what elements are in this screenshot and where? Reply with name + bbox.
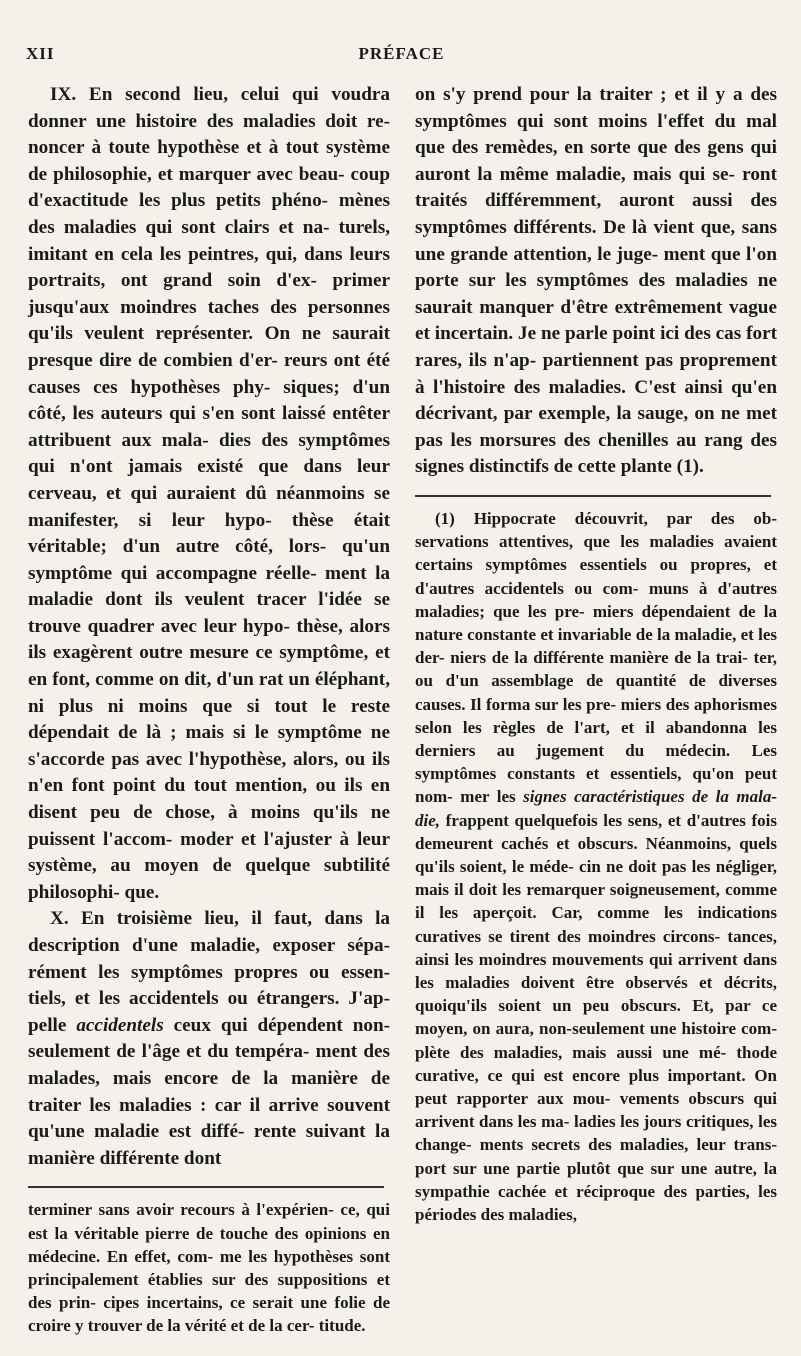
running-title: PRÉFACE	[358, 44, 445, 63]
footnote-1-text-2: frappent quelquefois les sens, et d'autres fois demeurent cachés et obscurs. Néanmoins, quels qu'ils soient, le méde- cin ne doit pas les négliger, mais il doit les remarquer soigneusement, comme il les aperçoit. Car, comme les indications curatives se tirent des moindres circons- tances, ainsi les moindres mouvements qui arrivent dans les maladies doivent être observés et décrits, quoiqu'ils soient un peu obscurs. Et, par ce moyen, on aura, non-seulement une histoire com- plète des maladies, mais aussi une mé- thode curative, ce qui est encore plus important. On peut rapporter aux mou- vements obscurs qui arrivent dans les ma- ladies les jours critiques, les change- ments secrets des maladies, leur trans- port sur une partie plutôt que sur une autre, la sympathie cachée et réciproque des parties, les périodes des maladies,	[415, 810, 778, 1224]
footnote-divider	[415, 495, 771, 497]
footnote-1-text-1: (1) Hippocrate découvrit, par des ob- servations attentives, que les maladies avaient certains symptômes essentiels ou propres, et d'autres accidentels ou com- muns à d'autres maladies; que les pre- miers dépendaient de la nature constante et invariable de la maladie, et les der- niers de la différente manière de la trai- ter, ou d'un assemblage de quantité de diverses causes. Il forma sur les pre- miers des aphorismes selon les règles de l'art, et il abandonna les derniers au jugement du médecin. Les symptômes constants et essentiels, qu'on peut nom- mer les	[415, 508, 777, 807]
paragraph-ix: IX. En second lieu, celui qui voudra donner une histoire des maladies doit re- noncer à toute hypothèse et à tout système de philosophie, et marquer avec beau- coup d'exactitude les plus petits phéno- mènes des maladies qui sont clairs et na- turels, imitant en cela les peintres, qui, dans leurs portraits, ont grand soin d'ex- primer jusqu'aux moindres taches des personnes qu'ils veulent représenter. On ne saurait presque dire de combien d'er- reurs ont été causes ces hypothèses phy- siques; d'un côté, les auteurs qui s'en sont laissé entêter attribuent aux mala- dies des symptômes qui n'ont jamais existé que dans leur cerveau, et qui auraient dû néanmoins se manifester, si leur hypo- thèse était véritable; d'un autre côté, lors- qu'un symptôme qui accompagne réelle- ment la maladie dont ils veulent tracer l'idée se trouve quadrer avec leur hypo- thèse, alors ils exagèrent outre mesure ce symptôme, et en font, comme on dit, d'un rat un éléphant, ni plus ni moins que si tout le reste dépendait de là ; mais si le symptôme ne s'accorde pas avec l'hypothèse, alors, ou ils n'en font point du tout mention, ou ils en disent peu de chose, à moins qu'ils ne puissent l'accom- moder et l'ajuster à leur système, au moyen de quelque subtilité philosophi- que.	[28, 84, 390, 903]
paragraph-x	[28, 906, 390, 1172]
paragraph-x-text-1: X. En troisième lieu, il faut, dans la description d'une maladie, exposer sépa- rément les symptômes propres ou essen- tiels, et les accidentels ou étrangers. J'ap- pelle	[28, 908, 390, 1036]
right-column	[415, 82, 777, 1226]
footnote-1	[415, 507, 777, 1226]
left-main-text	[28, 82, 390, 1172]
left-footnote	[28, 1198, 390, 1337]
paragraph-x-text-2: ceux qui dépendent non-seulement de l'âge et du tempéra- ment des malades, mais encore de la manière de traiter les maladies : car il arrive souvent qu'une maladie est diffé- rente suivant la manière différente dont	[28, 1014, 391, 1169]
footnote-continuation: terminer sans avoir recours à l'expérien- ce, qui est la véritable pierre de touche des opinions en médecine. En effet, com- me les hypothèses sont principalement établies sur des suppositions et des prin- cipes incertains, ce serait une folie de croire y trouver de la vérité et de la cer- titude.	[28, 1200, 390, 1336]
footnote-1-italic: signes caractéristiques de la mala- die,	[415, 787, 777, 830]
left-column	[28, 82, 390, 1338]
running-header	[26, 44, 777, 68]
page-number: XII	[26, 44, 55, 63]
right-footnote	[415, 507, 777, 1226]
paragraph-x-italic: accidentels	[76, 1014, 164, 1036]
right-main-text	[415, 82, 777, 481]
paragraph-x-continued: on s'y prend pour la traiter ; et il y a des symptômes qui sont moins l'effet du mal que des remèdes, en sorte que des gens qui auront la même maladie, mais qui se- ront traités différemment, auront aussi des symptômes différents. De là vient que, sans une grande attention, le juge- ment que l'on porte sur les symptômes des maladies ne saurait manquer d'être extrêmement vague et incertain. Je ne parle point ici des cas fort rares, ils n'ap- partiennent pas proprement à l'histoire des maladies. C'est ainsi qu'en décrivant, par exemple, la sauge, on ne met pas les morsures des chenilles au rang des signes distinctifs de cette plante (1).	[415, 84, 777, 478]
footnote-divider	[28, 1186, 384, 1188]
